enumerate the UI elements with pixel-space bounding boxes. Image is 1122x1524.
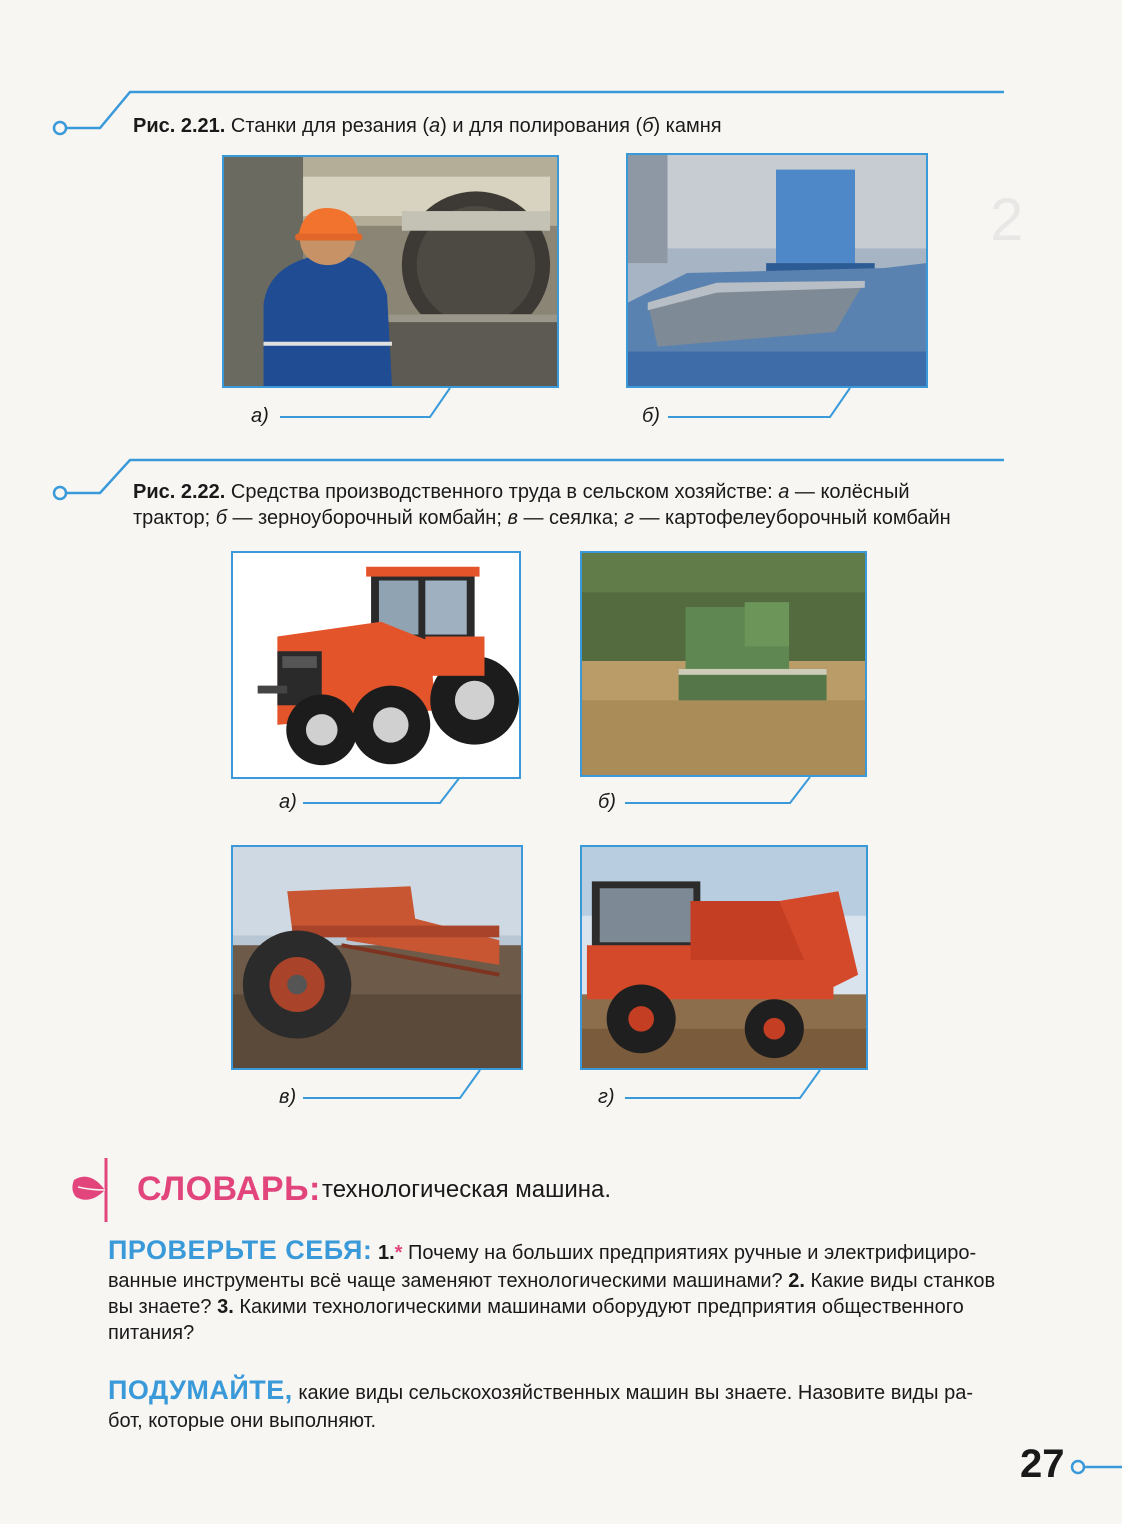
photo-stone-cutting-machine (222, 155, 559, 388)
fig-2-22-sub-a: а) (279, 791, 297, 813)
dictionary-term: технологическая машина. (322, 1176, 612, 1203)
fig-2-21-sub-b: б) (642, 405, 660, 427)
fig-2-22-caption: Рис. 2.22. Средства производственного труда в сельском хозяйстве: а — колёсный трактор; б — зерноуборочный комбайн; в — сеялка; г — картофелеуборочный комбайн (133, 481, 951, 529)
think-title: ПОДУМАЙТЕ, (108, 1375, 293, 1405)
page-number: 27 (1020, 1442, 1065, 1486)
check-yourself-block: ПРОВЕРЬТЕ СЕБЯ: 1.* Почему на больших предприятиях ручные и электрифициро- ванные инструменты всё чаще заменяют технологическими машинами? 2. Какие виды станков вы знаете? 3. Какими технологическими машинами оборудуют предприятия общественного питания? (108, 1235, 996, 1344)
sprout-icon (70, 1165, 106, 1215)
fig-2-21-sub-a: а) (251, 405, 269, 427)
fig-2-21-caption: Рис. 2.21. Станки для резания (а) и для полирования (б) камня (133, 115, 722, 137)
fig-2-22-sub-v: в) (279, 1086, 297, 1108)
photo-wheeled-tractor (231, 551, 521, 779)
check-yourself-title: ПРОВЕРЬТЕ СЕБЯ: (108, 1235, 373, 1265)
fig-2-22-label: Рис. 2.22. (133, 481, 226, 503)
photo-stone-polishing-machine (626, 153, 928, 388)
fig-2-22-sub-b: б) (598, 791, 616, 813)
fig-2-21-label: Рис. 2.21. (133, 115, 226, 137)
photo-potato-harvester (580, 845, 868, 1070)
photo-seeder (231, 845, 523, 1070)
think-block: ПОДУМАЙТЕ, какие виды сельскохозяйственных машин вы знаете. Назовите виды ра- бот, которые они выполняют. (108, 1375, 973, 1432)
photo-combine-harvester (580, 551, 867, 777)
fig-2-22-sub-g: г) (598, 1086, 615, 1108)
dictionary-title: СЛОВАРЬ: (137, 1170, 321, 1208)
